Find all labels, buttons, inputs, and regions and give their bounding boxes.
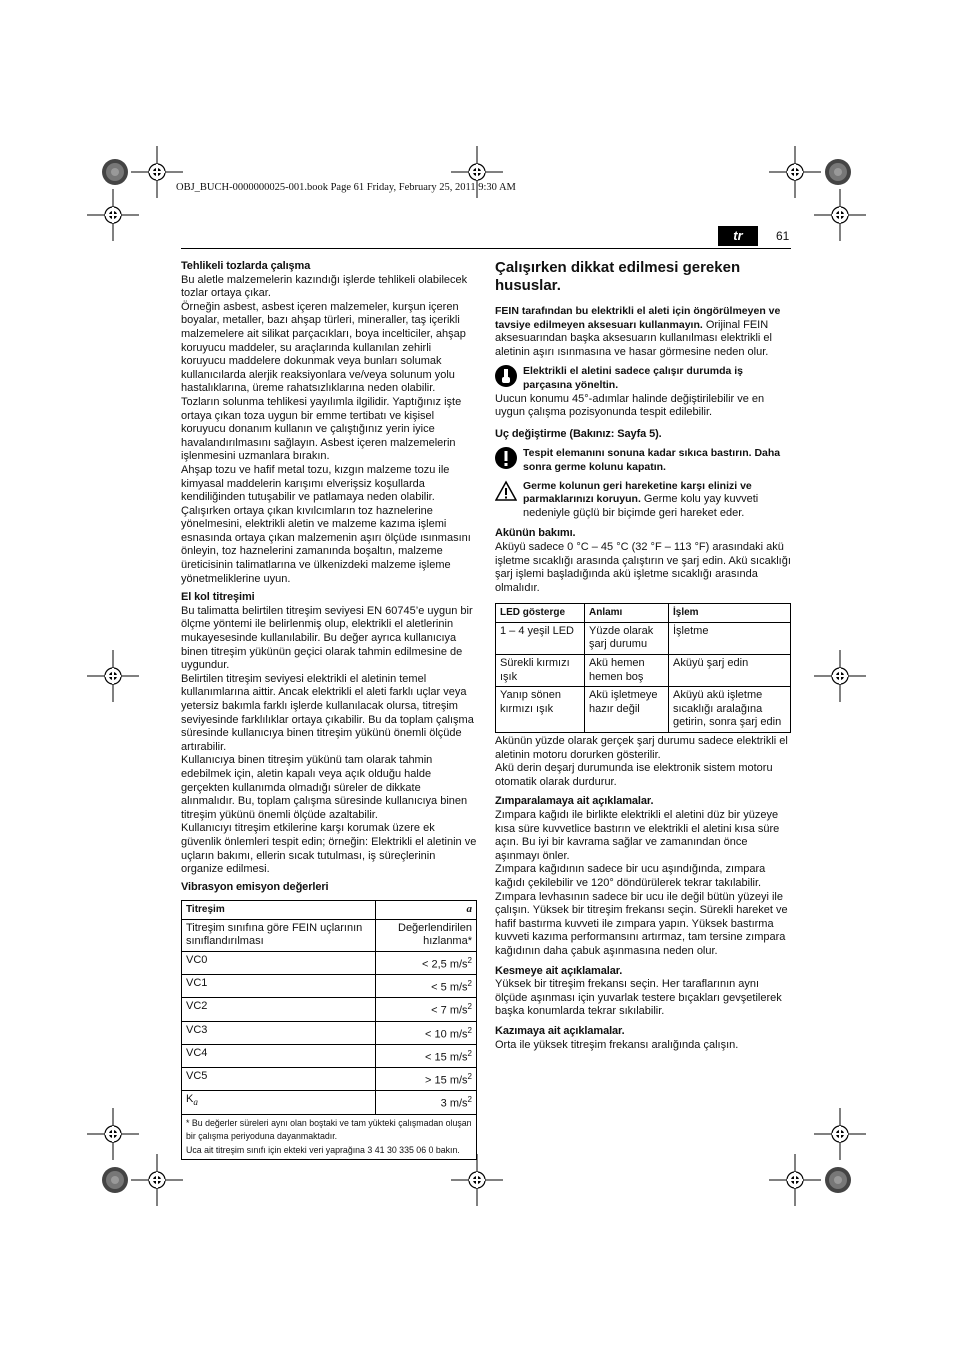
bold-text: FEIN tarafından bu elektrikli el aleti için öngörülmeyen ve tavsiye edilmeyen aksesuarı kullanmayın. (495, 305, 781, 331)
table-cell: 1 – 4 yeşil LED (496, 622, 585, 654)
change-heading: Uç değiştirme (Bakınız: Sayfa 5). (495, 427, 662, 440)
operator: > (425, 1074, 432, 1087)
exponent: 2 (467, 1072, 472, 1082)
table-row (182, 1044, 477, 1067)
bold-text: Germe kolunun geri hareketine karşı elinizi ve parmaklarınızı koruyun. (523, 479, 752, 506)
hand-tool-icon (495, 365, 517, 387)
paragraph: Tozların solunma tehlikesi yayılımla ilgilidir. Yaptığınız işte ortaya çıkan toza uygun bir emme tertibatı ve kişisel koruyucu donanım kullanın ve çalıştığınız yerin iyice havalandırılmasını sağlayın. Asbest içeren malzemelerin işlenmesini uzmanlara bırakın. (181, 395, 462, 463)
table-header: LED gösterge (496, 604, 585, 623)
table-cell: VC2 (182, 998, 376, 1021)
value: 2,5 m/s (431, 958, 468, 971)
header-rule (181, 248, 791, 249)
table-header: Anlamı (585, 604, 669, 623)
registration-cross-icon (769, 1154, 821, 1206)
scraping-heading: Kazımaya ait açıklamalar. (495, 1024, 625, 1037)
color-rosette-icon (825, 159, 851, 185)
table-cell: Sürekli kırmızı ışık (496, 655, 585, 687)
value: 5 m/s (440, 981, 468, 994)
value: 3 m/s (440, 1097, 468, 1110)
paragraph: Aküyü sadece 0 °C – 45 °C (32 °F – 113 °F) arasındaki akü işletme sıcaklığı arasında çalıştırın ve şarj edin. Akü sıcaklığı şarj işlemi başladığında akü işletme sıcaklığı arasında olmalıdır. (495, 540, 791, 594)
notice-block (495, 480, 791, 521)
table-cell: Akü işletmeye hazır değil (585, 687, 669, 733)
paragraph: Ahşap tozu ve hafif metal tozu, kızgın malzeme tozu ile kimyasal maddelerin karışımı elverişsiz koşullarda kendiliğinden tutuşabilir ve patlamaya neden olabilir. Çalışırken ortaya çıkan kıvılcımların toz haznelerine yönelmesini, elektrikli aletin ve malzeme kazıma işlemi esnasında ortaya çıkan malzemenin aşırı ölçüde ısınmasını önleyin, toz haznelerini zamanında boşaltın, malzeme üreticisinin talimatlarına ve ülkenizdeki malzeme işleme yönetmeliklerine uyun. (181, 463, 471, 585)
registration-cross-icon (769, 146, 821, 198)
paragraph: Zımpara kağıdının sadece bir ucu aşındığında, zımpara kağıdı çekilebilir ve 120° döndürülerek tekrar takılabilir. (495, 863, 766, 889)
ka-subscript: a (193, 1097, 198, 1108)
print-header: OBJ_BUCH-0000000025-001.book Page 61 Friday, February 25, 2011 9:30 AM (176, 182, 516, 193)
table-cell: Akü hemen hemen boş (585, 655, 669, 687)
sanding-heading: Zımparalamaya ait açıklamalar. (495, 795, 654, 808)
value: 15 m/s (434, 1051, 468, 1064)
table-row (182, 1021, 477, 1044)
paragraph: Bu talimatta belirtilen titreşim seviyesi EN 60745’e uygun bir ölçme yöntemi ile belirlenmiş olup, elektrikli el aletlerinin mukayesesinde kullanılabilir. Bu değer ayrıca kullanıcıya binen titreşim yükünün geçici olarak tahmin edilmesine de uygundur. (181, 604, 473, 672)
table-note (182, 1114, 477, 1160)
right-column (495, 259, 791, 1052)
table-row (496, 687, 791, 733)
emission-heading: Vibrasyon emisyon değerleri (181, 880, 329, 893)
paragraph: Orta ile yüksek titreşim frekansı aralığında çalışın. (495, 1038, 739, 1051)
text: Germe kolu yay kuvveti nedeniyle güçlü bir biçimde geri hareket eder. (523, 493, 759, 519)
table-row (182, 1068, 477, 1091)
table-cell (376, 975, 477, 998)
paragraph (523, 480, 791, 521)
warning-triangle-icon (495, 480, 517, 502)
vibration-heading: El kol titreşimi (181, 591, 255, 604)
exponent: 2 (467, 1002, 472, 1012)
table-header: İşlem (669, 604, 791, 623)
emission-table-wrap (181, 900, 477, 1160)
table-cell (376, 1044, 477, 1067)
operator: < (431, 981, 438, 994)
registration-cross-icon (131, 1154, 183, 1206)
table-row (182, 951, 477, 974)
exclamation-icon (495, 447, 517, 469)
table-cell: Değerlendirilen hızlanma* (376, 919, 477, 951)
paragraph: Yüksek bir titreşim frekansı seçin. Her taraflarının aynı ölçüde aşınması için yuvarlak testere bıçakları gevşetilerek başka konumlarda tekrar sıkılabilir. (495, 978, 782, 1018)
paragraph: Kullanıcıya binen titreşim yükünü tam olarak tahmin edebilmek için, aletin kapalı veya açık olduğu halde gerçekten kullanımda olmadığı süreler de dikkate alınmalıdır. Bu, toplam çalışma süresinde kullanıcıya binen titreşim yükünü önemli ölçüde azaltabilir. (181, 754, 468, 821)
page-number: 61 (776, 229, 790, 243)
emission-table (181, 900, 477, 1160)
table-cell: Titreşim sınıfına göre FEIN uçlarının sınıflandırılması (182, 919, 376, 951)
operator: < (425, 1051, 432, 1064)
paragraph: Zımpara levhasının sadece bir ucu ile değil bütün yüzeyi ile çalışın. Yüksek bir titreşim frekansı seçin. Sürekli hareket ve hafif bastırma kuvveti ile zımpara yapın. Yüksek bastırma kuvveti kazıma performansını artırmaz, tam tersine zımpara kağıdının daha çabuk aşınmasına neden olur. (495, 890, 788, 957)
table-row (496, 655, 791, 687)
table-cell: VC5 (182, 1068, 376, 1091)
table-cell (376, 1068, 477, 1091)
table-cell (376, 1091, 477, 1114)
table-cell: Yanıp sönen kırmızı ışık (496, 687, 585, 733)
footnote: Uca ait titreşim sınıfı için ekteki veri yaprağına 3 41 30 335 06 0 bakın. (186, 1144, 460, 1155)
registration-cross-icon (87, 189, 139, 241)
text: Orijinal FEIN aksesuarından başka aksesuarın kullanılması elektrikli el aletinin aşırı ısınmasına ve hasar görmesine neden olur. (495, 318, 772, 358)
color-rosette-icon (102, 159, 128, 185)
paragraph (495, 305, 791, 359)
operator: < (425, 1028, 432, 1041)
bold-text: Elektrikli el aletini sadece çalışır durumda iş parçasına yöneltin. (523, 365, 744, 391)
table-cell: Aküyü akü işletme sıcaklığı aralağına getirin, sonra şarj edin (669, 687, 791, 733)
table-header: Titreşim (182, 901, 376, 920)
value: 7 m/s (440, 1004, 468, 1017)
table-cell: Yüzde olarak şarj durumu (585, 622, 669, 654)
table-cell: VC1 (182, 975, 376, 998)
color-rosette-icon (102, 1167, 128, 1193)
registration-cross-icon (814, 189, 866, 241)
table-cell (376, 951, 477, 974)
exponent: 2 (467, 955, 472, 965)
paragraph: Örneğin asbest, asbest içeren malzemeler, kurşun içeren boyalar, metaller, bazı ahşap türleri, mineraller, taş içerikli malzemelere ait silikat parçacıkları, boya incelticiler, ahşap koruyucu maddeler, su araçlarında kullanılan zehirli koruyucu maddelere dokunmak veya bunları solumak kullanıcılarda alerjik reaksiyonlara ve/veya solunum yolu hastalıklarına, üreme rahatsızlıklarına neden olabilir. (181, 300, 466, 395)
paragraph: Belirtilen titreşim seviyesi elektrikli el aletinin temel kullanımlarına aittir. Ancak elektrikli el aleti farklı uçlar veya yetersiz bakımla farklı işlerde kullanılacak olursa, titreşim seviyesinde farklılıklar ortaya çıkabilir. Bu da toplam çalışma süresinde kullanıcıya binen titreşim yükünü önemli ölçüde artırabilir. (181, 672, 474, 753)
paragraph: Zımpara kağıdı ile birlikte elektrikli el aletini düz bir yüzeye kısa süre kuvvetlice bastırın ve elektrikli el aletini kısa süre açın. Bu iyi bir kavrama sağlar ve zamanından önce aşınmayı önler. (495, 809, 780, 862)
notice-block (495, 447, 791, 474)
bold-text: Tespit elemanını sonuna kadar sıkıca bastırın. Daha sonra germe kolunu kapatın. (523, 447, 781, 473)
table-cell (376, 998, 477, 1021)
left-column (181, 260, 477, 894)
table-cell (376, 1021, 477, 1044)
table-row (182, 1091, 477, 1114)
table-cell (182, 1091, 376, 1114)
operator: < (431, 1004, 438, 1017)
paragraph: Uucun konumu 45°-adımlar halinde değiştirilebilir ve en uygun çalışma pozisyonunda tespit edilebilir. (495, 392, 765, 419)
led-table (495, 603, 791, 733)
exponent: 2 (467, 979, 472, 989)
value: 10 m/s (434, 1028, 468, 1041)
ka-symbol: K (186, 1093, 194, 1106)
dust-heading: Tehlikeli tozlarda çalışma (181, 260, 311, 272)
paragraph: Akünün yüzde olarak gerçek şarj durumu sadece elektrikli el aletinin motoru dorurken gösterilir. (495, 735, 788, 761)
paragraph: Bu aletle malzemelerin kazındığı işlerde tehlikeli olabilecek tozlar ortaya çıkar. (181, 273, 468, 300)
cutting-heading: Kesmeye ait açıklamalar. (495, 964, 623, 977)
exponent: 2 (467, 1025, 472, 1035)
value: 15 m/s (434, 1074, 468, 1087)
paragraph: Akü derin deşarj durumunda ise elektronik sistem motoru otomatik olarak durdurur. (495, 762, 773, 788)
table-cell: VC4 (182, 1044, 376, 1067)
color-rosette-icon (825, 1167, 851, 1193)
exponent: 2 (467, 1095, 472, 1105)
table-cell: İşletme (669, 622, 791, 654)
exponent: 2 (467, 1048, 472, 1058)
table-cell: VC0 (182, 951, 376, 974)
paragraph: Kullanıcıyı titreşim etkilerine karşı korumak üzere ek güvenlik önlemleri tespit edin; örneğin: Elektrikli el aletinin ve uçların bakımı, ellerin sıcak tutulması, iş süreçlerinin organize edilmesi. (181, 822, 477, 876)
table-cell: Aküyü şarj edin (669, 655, 791, 687)
main-heading: Çalışırken dikkat edilmesi gereken hususlar. (495, 259, 741, 294)
notice-block (495, 365, 791, 392)
registration-cross-icon (451, 1154, 503, 1206)
table-row (182, 998, 477, 1021)
registration-cross-icon (814, 1108, 866, 1160)
table-row (182, 975, 477, 998)
table-header: a (376, 901, 477, 920)
language-badge: tr (718, 226, 758, 246)
operator: < (421, 958, 429, 971)
battery-heading: Akünün bakımı. (495, 527, 576, 540)
registration-cross-icon (87, 650, 139, 702)
registration-cross-icon (87, 1108, 139, 1160)
footnote: * Bu değerler süreleri aynı olan boştaki ve tam yükteki çalışmadan oluşan bir çalışma periyoduna dayanmaktadır. (186, 1117, 472, 1142)
table-row (496, 622, 791, 654)
table-cell: VC3 (182, 1021, 376, 1044)
registration-cross-icon (814, 650, 866, 702)
